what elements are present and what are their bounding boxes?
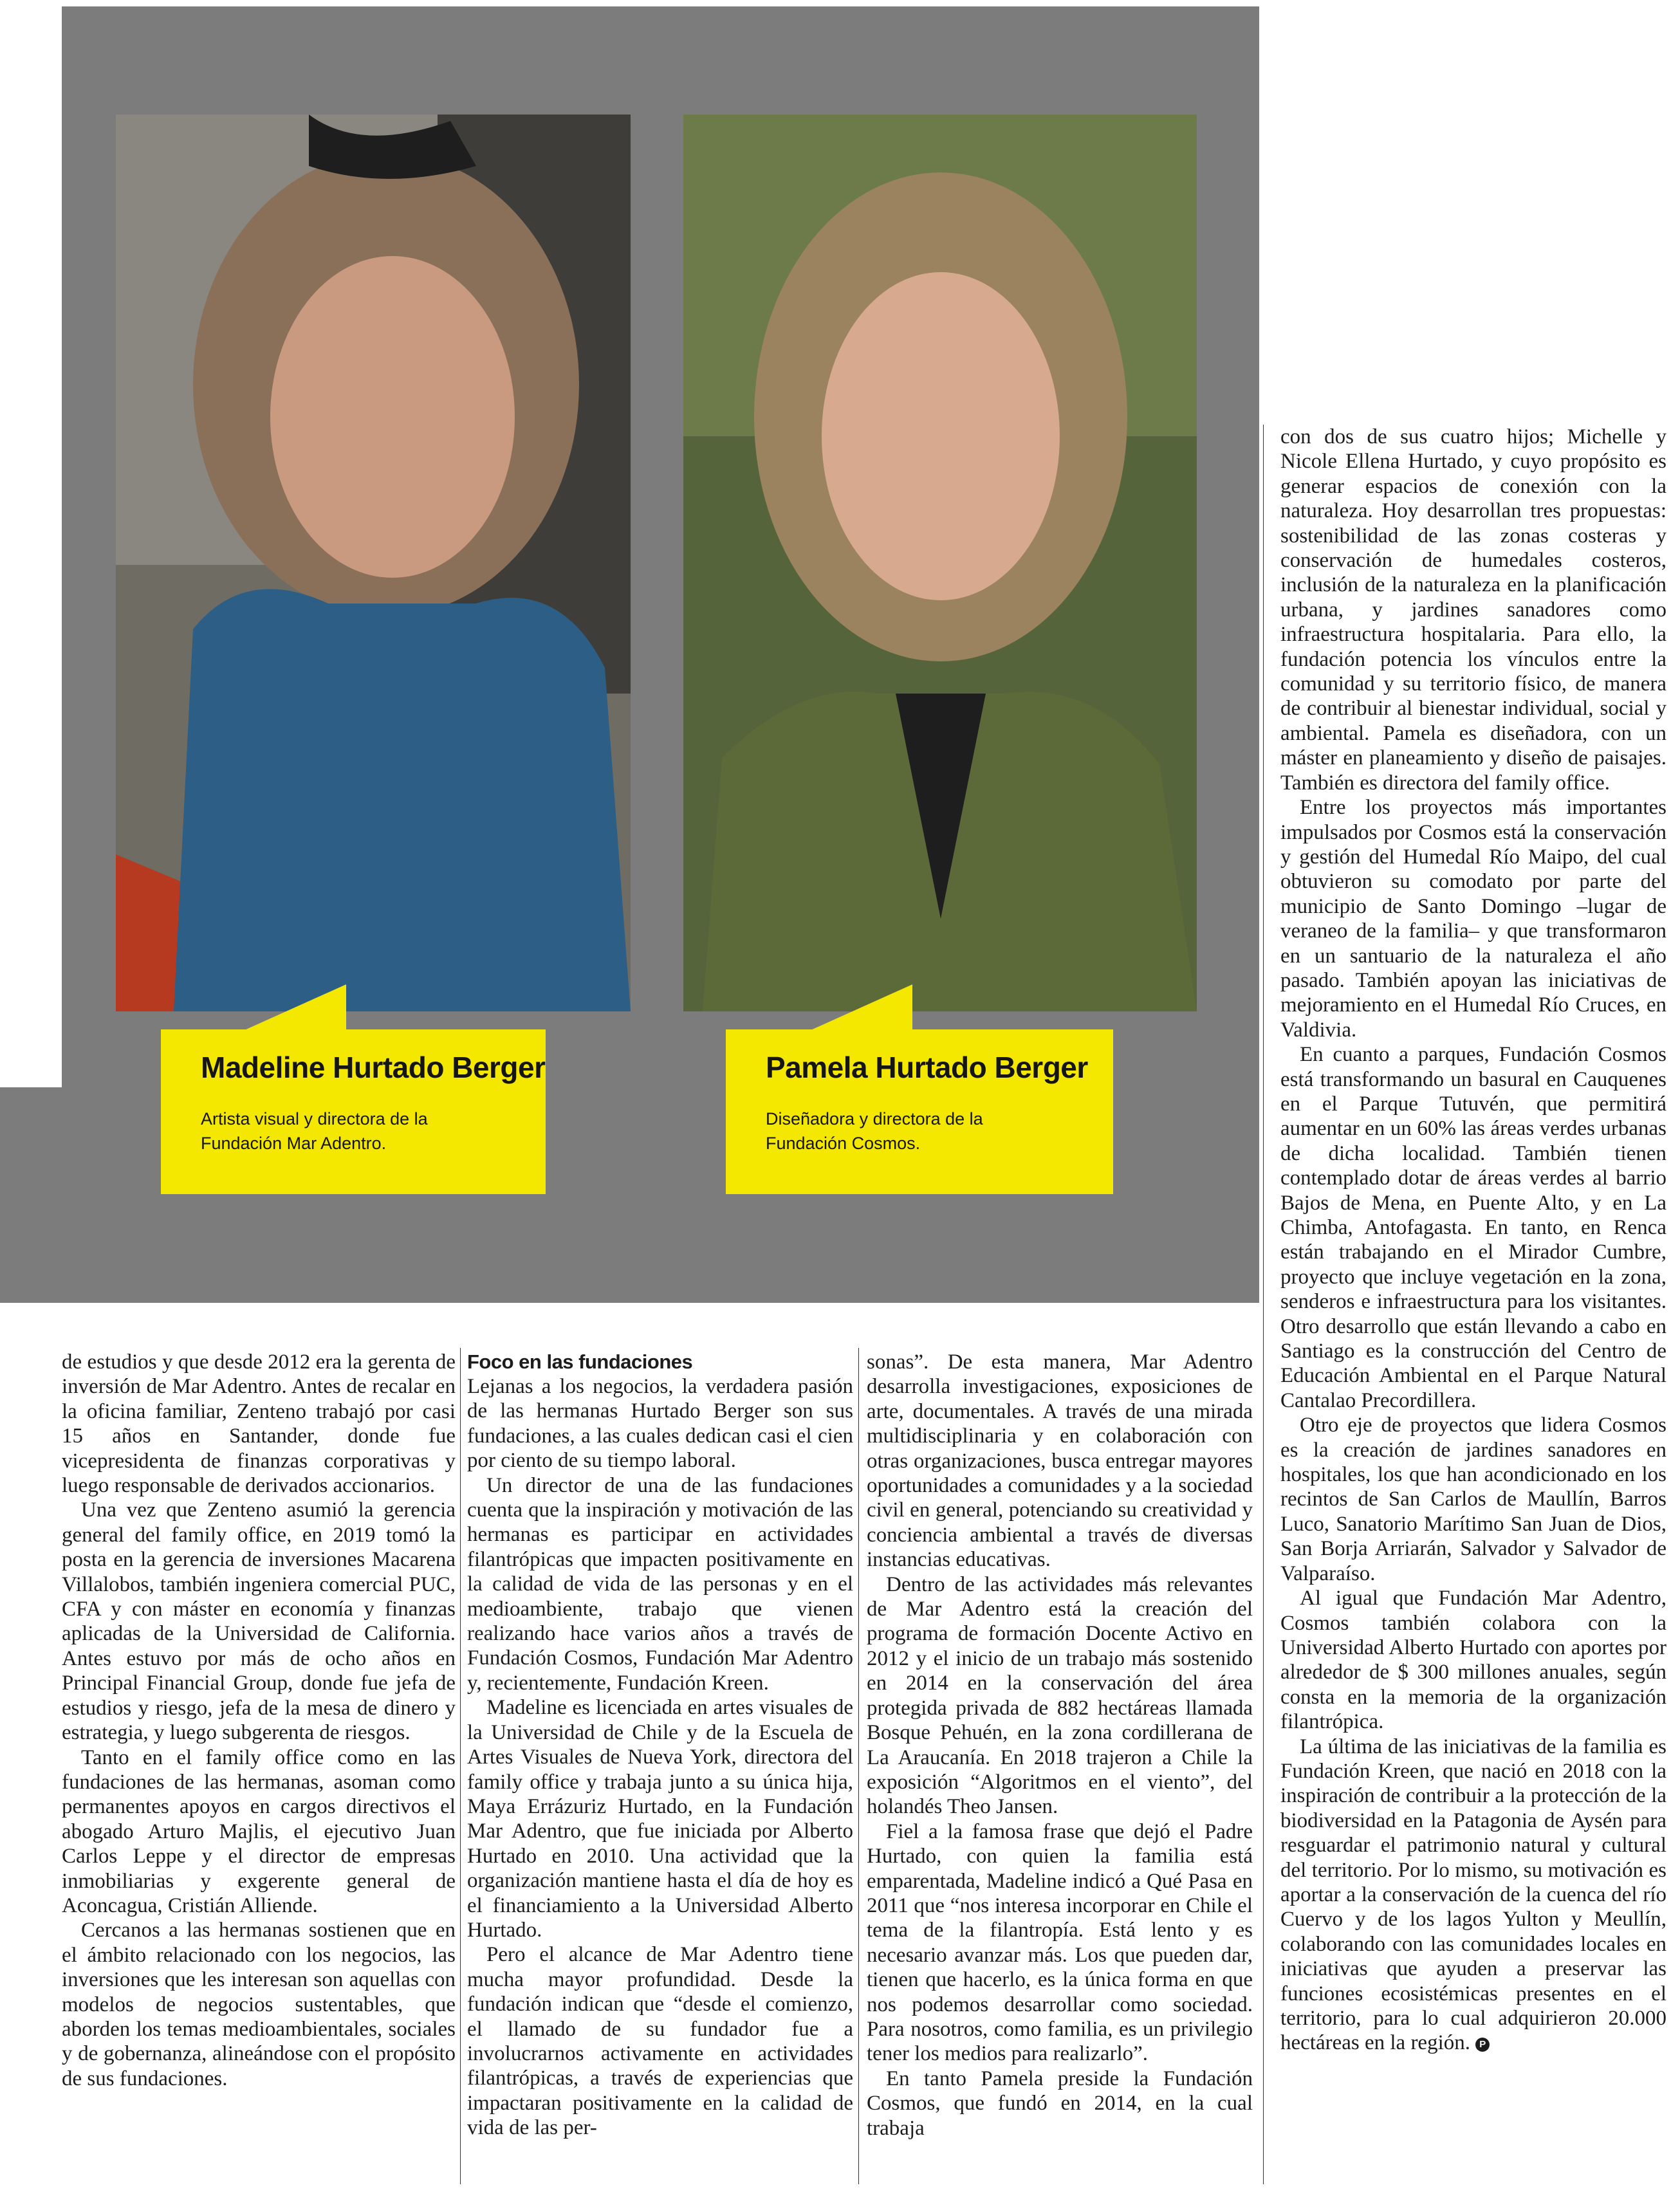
profile-caption-madeline <box>161 1029 546 1194</box>
article-column-4 <box>1280 425 1666 2056</box>
speech-pointer <box>809 984 912 1031</box>
paragraph: Dentro de las actividades más relevantes de Mar Adentro está la creación del programa de formación Docente Activo en 2012 y el inicio de un trabajo más sostenido en 2014 en la conservación del área protegida privada de 882 hectáreas llamada Bosque Pehuén, en la zona cordillerana de La Araucanía. En 2018 trajeron a Chile la exposición “Algoritmos en el viento”, del holandés Theo Jansen. <box>867 1572 1253 1819</box>
paragraph: Entre los proyectos más importantes impulsados por Cosmos está la conservación y gestión del Humedal Río Maipo, del cual obtuvieron su comodato por parte del municipio de Santo Domingo –lugar de veraneo de la familia– y que transformaron en un santuario de la naturaleza el año pasado. También apoyan las iniciativas de mejoramiento en el Humedal Río Cruces, en Valdivia. <box>1280 796 1666 1042</box>
paragraph: Fiel a la famosa frase que dejó el Padre Hurtado, con quien la familia está emparentada, Madeline indicó a Qué Pasa en 2011 que “nos interesa incorporar en Chile el tema de la filantropía. Está lento y es necesario avanzar más. Los que pueden dar, tienen que hacerlo, es la única forma en que nos podemos desarrollar como sociedad. Para nosotros, como familia, es un privilegio tener los medios para realizarlo”. <box>867 1819 1253 2066</box>
column-divider <box>1263 425 1264 2184</box>
column-divider <box>858 1348 859 2184</box>
profile-name: Pamela Hurtado Berger <box>766 1051 1088 1084</box>
paragraph: En cuanto a parques, Fundación Cosmos está transformando un basural en Cauquenes en el Parque Tutuvén, que permitirá aumentar en un 60% las áreas verdes urbanas de dicha localidad. También tienen contemplado dotar de áreas verdes al barrio Bajos de Mena, en Puente Alto, y en La Chimba, Antofagasta. En tanto, en Renca están trabajando en el Mirador Cumbre, proyecto que incluye vegetación en la zona, senderos e infraestructura para los visitantes. Otro desarrollo que están llevando a cabo en Santiago es la construcción del Centro de Educación Ambiental en el Parque Natural Cantalao Precordillera. <box>1280 1043 1666 1412</box>
profile-caption-pamela <box>726 1029 1113 1194</box>
article-column-1 <box>62 1350 456 2091</box>
paragraph: Al igual que Fundación Mar Adentro, Cosmos también colabora con la Universidad Alberto Hurtado con aportes por alrededor de $ 300 millones anuales, según consta en la memoria de la organización filantrópica. <box>1280 1587 1666 1734</box>
paragraph: Tanto en el family office como en las fundaciones de las hermanas, asoman como permanentes apoyos en cargos directivos el abogado Arturo Majlis, el ejecutivo Juan Carlos Leppe y el director de empresas inmobiliarias y exgerente general de Aconcagua, Cristián Alliende. <box>62 1745 456 1917</box>
paragraph: Una vez que Zenteno asumió la gerencia general del family office, en 2019 tomó la posta en la gerencia de inversiones Macarena Villalobos, también ingeniera comercial PUC, CFA y con máster en economía y finanzas aplicadas de la Universidad de California. Antes estuvo por más de ocho años en Principal Financial Group, donde fue jefa de estudios y riesgo, jefa de la mesa de dinero y estrategia, y luego subgerenta de riesgos. <box>62 1498 456 1745</box>
profile-role: Artista visual y directora de la Fundación Mar Adentro. <box>201 1109 428 1153</box>
paragraph-text: La última de las iniciativas de la familia es Fundación Kreen, que nació en 2018 con la inspiración de contribuir a la protección de la biodiversidad en la Patagonia de Aysén para resguardar el patrimonio natural y cultural del territorio. Por lo mismo, su motivación es aportar a la conservación de la cuenca del río Cuervo y de los lagos Yulton y Meullín, colaborando con las comunidades locales en iniciativas que ayuden a preservar las funciones ecosistémicas presentes en el territorio, para lo cual adquirieron 20.000 hectáreas en la región. <box>1280 1735 1666 2055</box>
article-column-2 <box>467 1350 853 2141</box>
paragraph: Cercanos a las hermanas sostienen que en el ámbito relacionado con los negocios, las inversiones que les interesan son aquellas con modelos de negocios sustentables, que aborden los temas medioambientales, sociales y de gobernanza, alineándose con el propósito de sus fundaciones. <box>62 1919 456 2090</box>
paragraph: Lejanas a los negocios, la verdadera pasión de las hermanas Hurtado Berger son sus fundaciones, a las cuales dedican casi el cien por ciento de su tiempo laboral. <box>467 1375 853 1473</box>
photo-panel-left-tab <box>0 1087 64 1303</box>
paragraph: con dos de sus cuatro hijos; Michelle y Nicole Ellena Hurtado, y cuyo propósito es generar espacios de conexión con la naturaleza. Hoy desarrollan tres propuestas: sostenibilidad de las zonas costeras y conservación de humedales costeros, inclusión de la naturaleza en la planificación urbana, y jardines sanadores como infraestructura hospitalaria. Para ello, la fundación potencia los vínculos entre la comunidad y su territorio físico, de manera de contribuir al bienestar individual, social y ambiental. Pamela es diseñadora, con un máster en planeamiento y diseño de paisajes. También es directora del family office. <box>1280 425 1666 795</box>
profile-name: Madeline Hurtado Berger <box>201 1051 546 1084</box>
article-end-icon: P <box>1475 2038 1490 2052</box>
section-heading: Foco en las fundaciones <box>467 1350 693 1373</box>
article-column-3 <box>867 1350 1253 2141</box>
paragraph: En tanto Pamela preside la Fundación Cosmos, que fundó en 2014, en la cual trabaja <box>867 2067 1253 2140</box>
portrait-photo-madeline <box>116 115 631 1011</box>
paragraph <box>1280 1735 1666 2056</box>
speech-pointer <box>243 984 346 1031</box>
portrait-photo-pamela <box>683 115 1197 1011</box>
profile-role: Diseñadora y directora de la Fundación Cosmos. <box>766 1109 983 1153</box>
paragraph: Otro eje de proyectos que lidera Cosmos es la creación de jardines sanadores en hospitales, los que han acondicionado en los recintos de San Carlos de Maullín, Barros Luco, Sanatorio Marítimo San Juan de Dios, San Borja Arriarán, Salvador y Salvador de Valparaíso. <box>1280 1414 1666 1585</box>
paragraph: Un director de una de las fundaciones cuenta que la inspiración y motivación de las hermanas es participar en actividades filantrópicas que impacten positivamente en la calidad de vida de las personas y en el medioambiente, trabajo que vienen realizando hace varios años a través de Fundación Cosmos, Fundación Mar Adentro y, recientemente, Fundación Kreen. <box>467 1473 853 1695</box>
column-divider <box>460 1348 461 2184</box>
paragraph: Pero el alcance de Mar Adentro tiene mucha mayor profundidad. Desde la fundación indican que “desde el comienzo, el llamado de su fundador fue a involucrarnos activamente en actividades filantrópicas, a través de experiencias que impactaran positivamente en la calidad de vida de las per- <box>467 1943 853 2140</box>
paragraph: sonas”. De esta manera, Mar Adentro desarrolla investigaciones, exposiciones de arte, documentales. A través de una mirada multidisciplinaria y en colaboración con otras organizaciones, busca entregar mayores oportunidades a comunidades y a la sociedad civil en general, potenciando su creatividad y conciencia ambiental a través de diversas instancias educativas. <box>867 1350 1253 1572</box>
paragraph: de estudios y que desde 2012 era la gerenta de inversión de Mar Adentro. Antes de recalar en la oficina familiar, Zenteno trabajó por casi 15 años en Santander, donde fue vicepresidenta de finanzas corporativas y luego responsable de derivados accionarios. <box>62 1350 456 1498</box>
paragraph: Madeline es licenciada en artes visuales de la Universidad de Chile y de la Escuela de Artes Visuales de Nueva York, directora del family office y trabaja junto a su única hija, Maya Errázuriz Hurtado, en la Fundación Mar Adentro, que fue iniciada por Alberto Hurtado en 2010. Una actividad que la organización mantiene hasta el día de hoy es el financiamiento a la Universidad Alberto Hurtado. <box>467 1696 853 1942</box>
